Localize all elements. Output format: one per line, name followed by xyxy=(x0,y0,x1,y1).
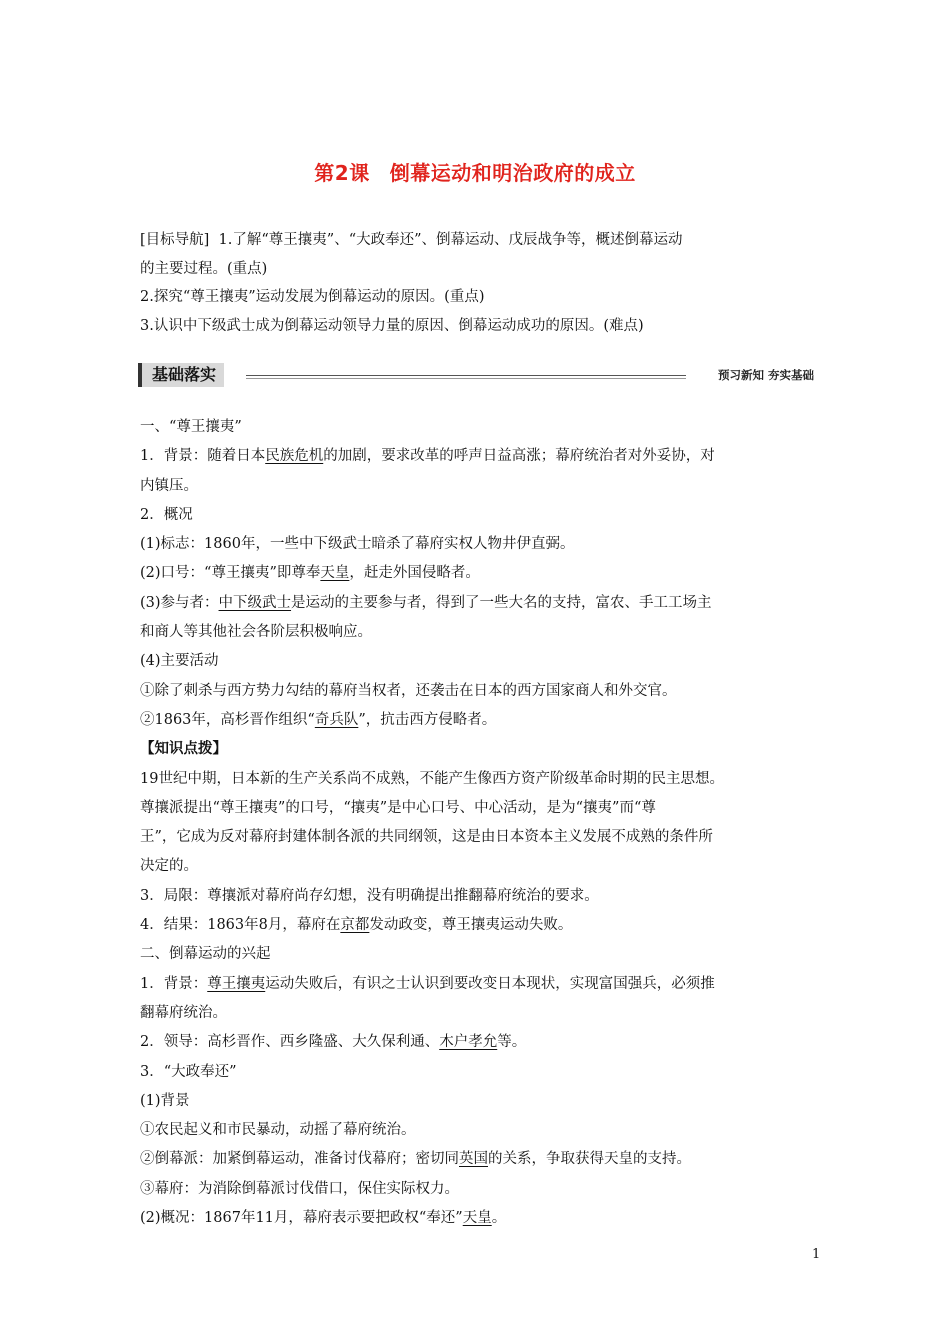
paragraph: 1．背景：尊王攘夷运动失败后，有识之士认识到要改变日本现状，实现富国强兵，必须推 xyxy=(140,975,715,992)
objective-3: 3.认识中下级武士成为倒幕运动领导力量的原因、倒幕运动成功的原因。(难点) xyxy=(140,317,644,334)
paragraph: (1)标志：1860年，一些中下级武士暗杀了幕府实权人物井伊直弼。 xyxy=(140,536,575,553)
paragraph: (2)口号：“尊王攘夷”即尊奉天皇，赶走外国侵略者。 xyxy=(140,565,480,582)
lesson-title-text: 倒幕运动和明治政府的成立 xyxy=(389,161,636,185)
knowledge-tip-heading: 【知识点拨】 xyxy=(140,741,227,758)
lesson-number: 第2课 xyxy=(314,161,370,185)
paragraph: 3．局限：尊攘派对幕府尚存幻想，没有明确提出推翻幕府统治的要求。 xyxy=(140,887,599,904)
paragraph: 2．概况 xyxy=(140,506,193,523)
section-heading-2: 二、倒幕运动的兴起 xyxy=(140,946,271,963)
objective-2: 2.探究“尊王攘夷”运动发展为倒幕运动的原因。(重点) xyxy=(140,289,485,305)
paragraph: (4)主要活动 xyxy=(140,653,219,670)
paragraph: ②倒幕派：加紧倒幕运动，准备讨伐幕府；密切同英国的关系，争取获得天皇的支持。 xyxy=(140,1151,691,1168)
paragraph: ③幕府：为消除倒幕派讨伐借口，保住实际权力。 xyxy=(140,1180,459,1197)
paragraph: 尊攘派提出“尊王攘夷”的口号，“攘夷”是中心口号、中心活动，是为“攘夷”而“尊 xyxy=(140,799,656,816)
paragraph: 和商人等其他社会各阶层积极响应。 xyxy=(140,624,372,641)
paragraph: 1．背景：随着日本民族危机的加剧，要求改革的呼声日益高涨；幕府统治者对外妥协，对 xyxy=(140,448,715,465)
section-band-label: 基础落实 xyxy=(138,363,224,387)
paragraph: 2．领导：高杉晋作、西乡隆盛、大久保利通、木户孝允等。 xyxy=(140,1034,527,1051)
blank-answer: 英国 xyxy=(459,1151,488,1168)
blank-answer: 奇兵队 xyxy=(314,711,359,728)
paragraph: 王”，它成为反对幕府封建体制各派的共同纲领，这是由日本资本主义发展不成熟的条件所 xyxy=(140,829,713,846)
learning-objectives xyxy=(140,226,820,340)
section-band-tagline: 预习新知 夯实基础 xyxy=(717,368,814,382)
paragraph: ②1863年，高杉晋作组织“奇兵队”，抗击西方侵略者。 xyxy=(140,711,497,728)
section-heading-1: 一、“尊王攘夷” xyxy=(140,419,242,435)
band-divider-secondary xyxy=(246,378,686,379)
lesson-title xyxy=(0,157,950,186)
paragraph: 3．“大政奉还” xyxy=(140,1063,237,1080)
objectives-lead: [目标导航] xyxy=(140,232,210,248)
paragraph: 4．结果：1863年8月，幕府在京都发动政变，尊王攘夷运动失败。 xyxy=(140,917,573,934)
paragraph: (2)概况：1867年11月，幕府表示要把政权“奉还”天皇。 xyxy=(140,1210,507,1227)
blank-answer: 民族危机 xyxy=(265,448,324,465)
blank-answer: 尊王攘夷 xyxy=(207,975,266,992)
objective-1-cont: 的主要过程。(重点) xyxy=(140,260,268,277)
paragraph: ①除了刺杀与西方势力勾结的幕府当权者，还袭击在日本的西方国家商人和外交官。 xyxy=(140,682,677,699)
blank-answer: 木户孝允 xyxy=(439,1034,498,1051)
main-content xyxy=(140,413,822,1233)
blank-answer: 中下级武士 xyxy=(218,594,292,611)
band-divider xyxy=(246,375,686,376)
paragraph: 翻幕府统治。 xyxy=(140,1004,227,1021)
paragraph: 决定的。 xyxy=(140,858,198,875)
paragraph: ①农民起义和市民暴动，动摇了幕府统治。 xyxy=(140,1122,416,1139)
paragraph: (1)背景 xyxy=(140,1092,190,1109)
blank-answer: 天皇 xyxy=(462,1210,492,1227)
paragraph: 19世纪中期，日本新的生产关系尚不成熟，不能产生像西方资产阶级革命时期的民主思想。 xyxy=(140,770,724,787)
paragraph: (3)参与者：中下级武士是运动的主要参与者，得到了一些大名的支持，富农、手工工场主 xyxy=(140,594,712,611)
page-number: 1 xyxy=(812,1247,821,1262)
blank-answer: 天皇 xyxy=(320,565,350,582)
blank-answer: 京都 xyxy=(340,917,370,934)
section-band xyxy=(138,361,814,391)
objective-1: [目标导航] 1.了解“尊王攘夷”、“大政奉还”、倒幕运动、戊辰战争等，概述倒幕运动 xyxy=(140,232,683,248)
paragraph: 内镇压。 xyxy=(140,477,198,494)
